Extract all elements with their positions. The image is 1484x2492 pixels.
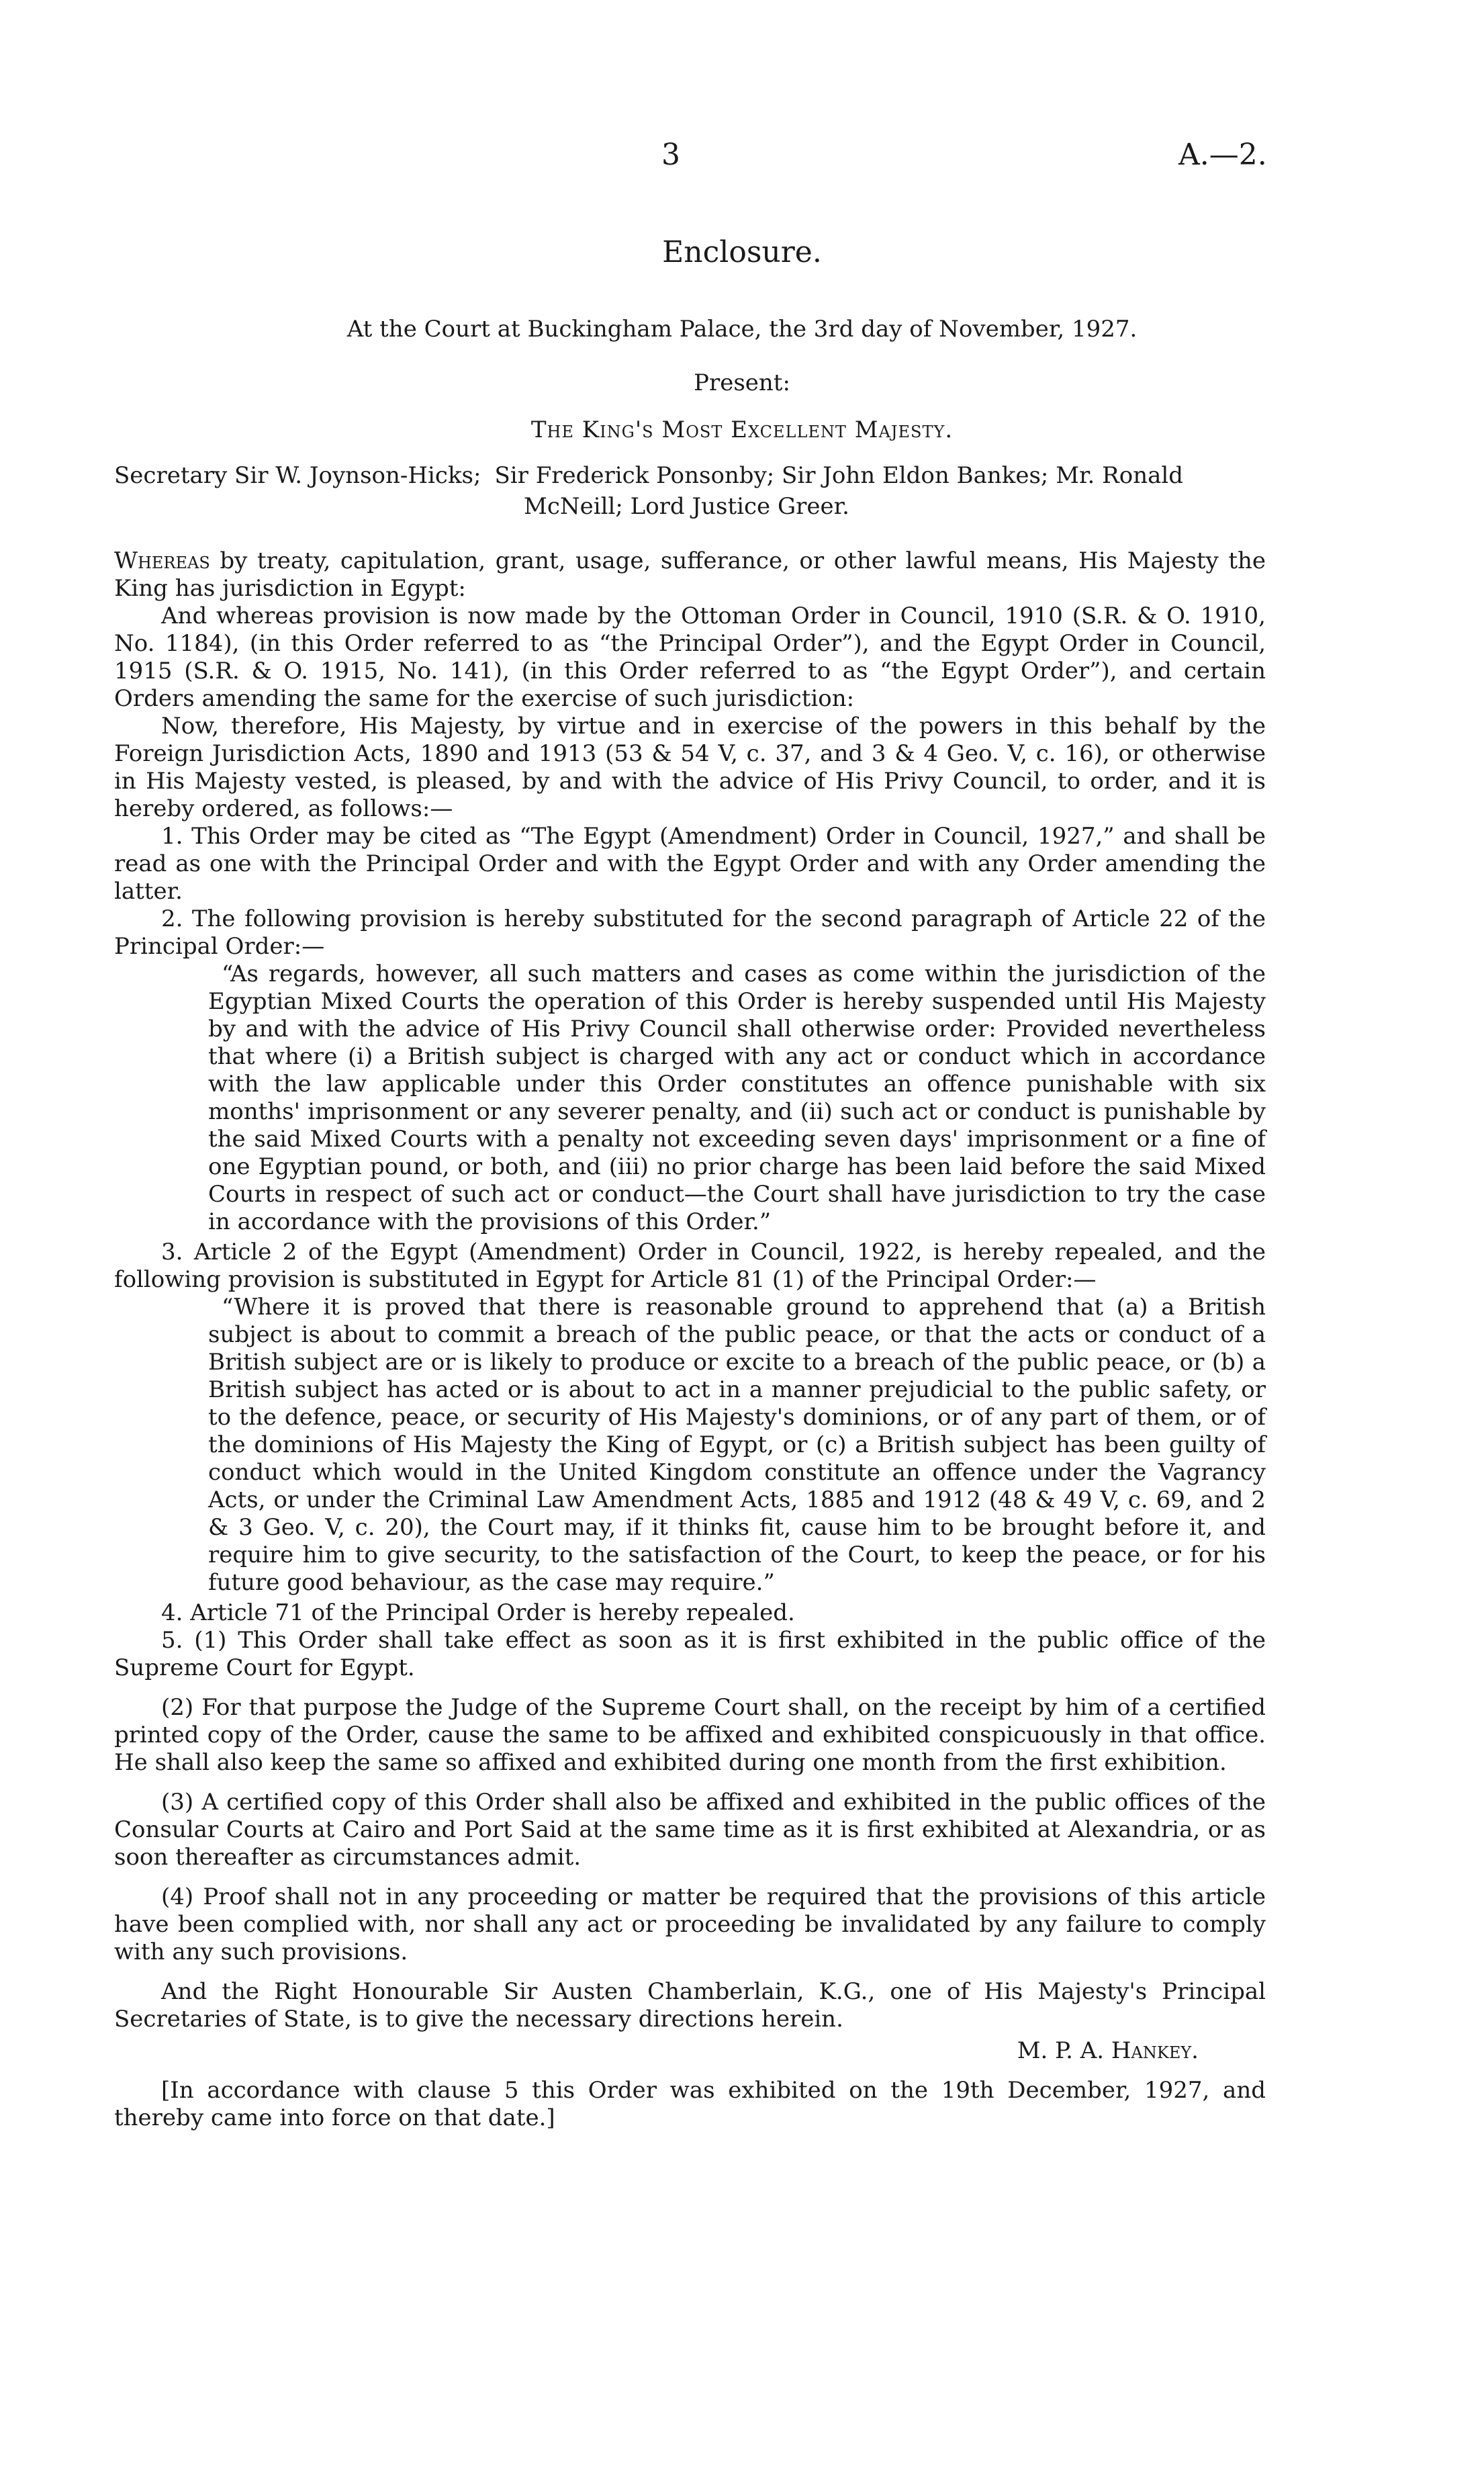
attendee-rest-line1: Sir Frederick Ponsonby; Sir John Eldon Bankes; Mr. Ronald — [494, 462, 1184, 489]
clause-5-1: 5. (1) This Order shall take effect as soon as it is first exhibited in the public office of the Supreme Court for Egypt. — [114, 1627, 1266, 1681]
clause-5-4: (4) Proof shall not in any proceeding or matter be required that the provisions of this article have been complied with, nor shall any act or proceeding be invalidated by any failure to comply with any such provisions. — [114, 1883, 1266, 1965]
attendees — [114, 460, 1266, 522]
attendee-first: Secretary Sir W. Joynson-Hicks; — [114, 462, 481, 489]
clause-4: 4. Article 71 of the Principal Order is hereby repealed. — [161, 1599, 795, 1626]
exhibition-note: [In accordance with clause 5 this Order was exhibited on the 19th December, 1927, and thereby came into force on that date.] — [114, 2077, 1266, 2131]
court-line: At the Court at Buckingham Palace, the 3rd day of November, 1927. — [346, 316, 1138, 343]
page-title: Enclosure. — [662, 235, 822, 269]
clause-3: 3. Article 2 of the Egypt (Amendment) Order in Council, 1922, is hereby repealed, and the following provision is substituted in Egypt for Article 81 (1) of the Principal Order:— — [114, 1239, 1266, 1293]
clause-5-3: (3) A certified copy of this Order shall also be affixed and exhibited in the public offices of the Consular Courts at Cairo and Port Said at the same time as it is first exhibited at Alexandria, or as soon thereafter as circumstances admit. — [114, 1789, 1266, 1871]
clause-2-quote: “As regards, however, all such matters and cases as come within the jurisdiction of the Egyptian Mixed Courts the operation of this Order is hereby suspended until His Majesty by and with the advice of His Privy Council shall otherwise order: Provided nevertheless that where (i) a British subject is charged with any act or conduct which in accordance with the law applicable under this Order constitutes an offence punishable with six months' imprisonment or any severer penalty, and (ii) such act or conduct is punishable by the said Mixed Courts with a penalty not exceeding seven days' imprisonment or a fine of one Egyptian pound, or both, and (iii) no prior charge has been laid before the said Mixed Courts in respect of such act or conduct—the Court shall have jurisdiction to try the case in accordance with the provisions of this Order.” — [208, 961, 1266, 1235]
clause-2: 2. The following provision is hereby substituted for the second paragraph of Article 22 of the Principal Order:— — [114, 905, 1266, 960]
attendee-rest-line2: McNeill; Lord Justice Greer. — [524, 493, 849, 520]
page-number: 3 — [661, 138, 680, 172]
clause-5-2: (2) For that purpose the Judge of the Supreme Court shall, on the receipt by him of a certified printed copy of the Order, cause the same to be affixed and exhibited conspicuously in that office. He shall also keep the same so affixed and exhibited during one month from the first exhibition. — [114, 1694, 1266, 1776]
closing-paragraph: And the Right Honourable Sir Austen Chamberlain, K.G., one of His Majesty's Principal Secretaries of State, is to give the necessary directions herein. — [114, 1978, 1266, 2033]
document-reference: A.—2. — [1178, 138, 1267, 172]
clause-3-quote: “Where it is proved that there is reasonable ground to apprehend that (a) a British subject is about to commit a breach of the public peace, or that the acts or conduct of a British subject are or is likely to produce or excite to a breach of the public peace, or (b) a British subject has acted or is about to act in a manner prejudicial to the public safety, or to the defence, peace, or security of His Majesty's dominions, or of any part of them, or of the dominions of His Majesty the King of Egypt, or (c) a British subject has been guilty of conduct which would in the United Kingdom constitute an offence under the Vagrancy Acts, or under the Criminal Law Amendment Acts, 1885 and 1912 (48 & 49 V, c. 69, and 2 & 3 Geo. V, c. 20), the Court may, if it thinks fit, cause him to be brought before it, and require him to give security, to the satisfaction of the Court, to keep the peace, or for his future good behaviour, as the case may require.” — [208, 1294, 1266, 1596]
whereas-paragraph — [114, 547, 1266, 603]
and-whereas-paragraph: And whereas provision is now made by the Ottoman Order in Council, 1910 (S.R. & O. 1910, No. 1184), (in this Order referred to as “the Principal Order”), and the Egypt Order in Council, 1915 (S.R. & O. 1915, No. 141), (in this Order referred to as “the Egypt Order”), and certain Orders amending the same for the exercise of such jurisdiction: — [114, 603, 1266, 712]
signature: M. P. A. Hankey. — [1017, 2037, 1199, 2064]
order-body — [114, 547, 1266, 2132]
present-label: Present: — [694, 369, 790, 396]
majesty-line: The King's Most Excellent Majesty. — [530, 416, 954, 443]
clause-1: 1. This Order may be cited as “The Egypt (Amendment) Order in Council, 1927,” and shall be read as one with the Principal Order and with the Egypt Order and with any Order amending the latter. — [114, 823, 1266, 905]
whereas-word: Whereas — [114, 547, 210, 574]
now-therefore-paragraph: Now, therefore, His Majesty, by virtue and in exercise of the powers in this behalf by the Foreign Jurisdiction Acts, 1890 and 1913 (53 & 54 V, c. 37, and 3 & 4 Geo. V, c. 16), or otherwise in His Majesty vested, is pleased, by and with the advice of His Privy Council, to order, and it is hereby ordered, as follows:— — [114, 713, 1266, 822]
whereas-text: by treaty, capitulation, grant, usage, sufferance, or other lawful means, His Majesty the King has jurisdiction in Egypt: — [114, 547, 1266, 602]
